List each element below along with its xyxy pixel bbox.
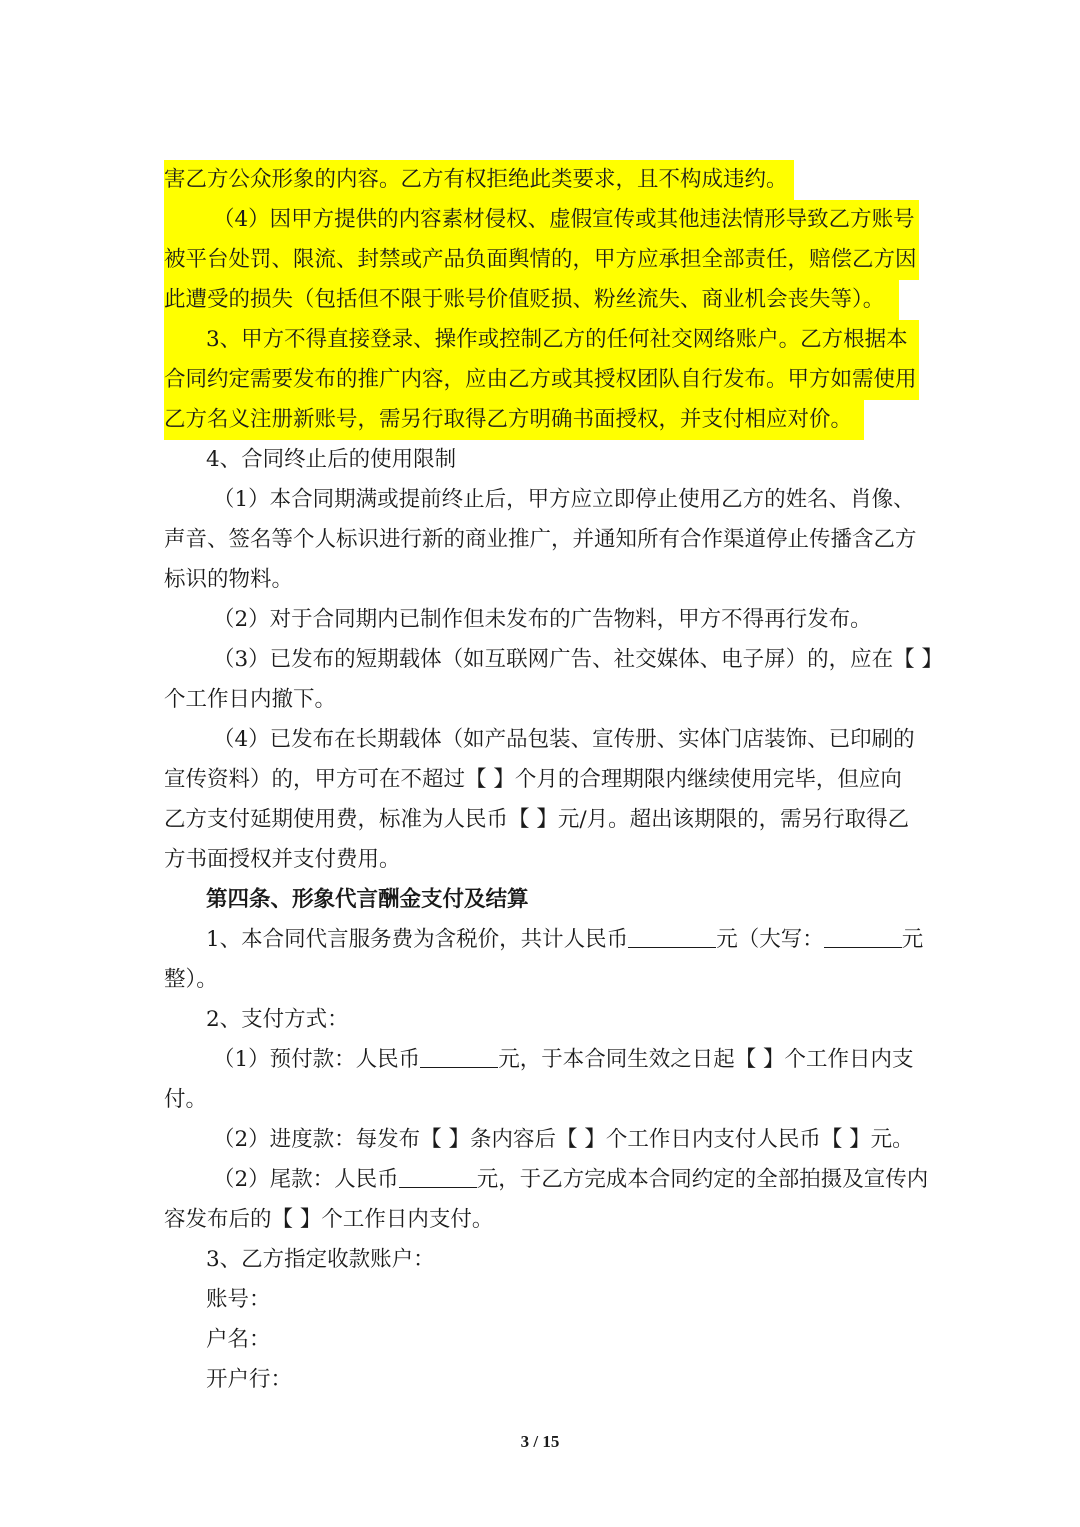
- paragraph-line: 个工作日内撤下。: [164, 687, 337, 712]
- progress-payment-line: （2）进度款：每发布【 】条内容后【 】个工作日内支付人民币【 】元。: [213, 1127, 914, 1152]
- bank-label: 开户行：: [206, 1367, 293, 1392]
- paragraph-line: 声音、签名等个人标识进行新的商业推广，并通知所有合作渠道停止传播含乙方: [164, 527, 917, 552]
- prepayment-text: （1）预付款：人民币: [213, 1047, 421, 1072]
- paragraph-line: 害乙方公众形象的内容。乙方有权拒绝此类要求，且不构成违约。: [164, 167, 788, 192]
- sub-clause-line: （3）已发布的短期载体（如互联网广告、社交媒体、电子屏）的，应在【 】: [213, 647, 944, 672]
- paragraph-line: 容发布后的【 】个工作日内支付。: [164, 1207, 494, 1232]
- article-4-heading: 第四条、形象代言酬金支付及结算: [206, 887, 529, 912]
- fee-amount-blank: [628, 925, 716, 948]
- prepayment-amount-blank: [420, 1045, 498, 1068]
- prepayment-line: [213, 1040, 916, 1080]
- fee-text: 1、本合同代言服务费为含税价，共计人民币: [206, 927, 629, 952]
- final-payment-line: [213, 1160, 929, 1200]
- sub-clause-line: （4）已发布在长期载体（如产品包装、宣传册、实体门店装饰、已印刷的: [213, 727, 915, 752]
- final-payment-amount-blank: [399, 1165, 477, 1188]
- paragraph-line: 付。: [164, 1087, 208, 1112]
- page-number: 3 / 15: [520, 1432, 560, 1451]
- paragraph-line: 乙方支付延期使用费，标准为人民币【 】元/月。超出该期限的，需另行取得乙: [164, 807, 910, 832]
- paragraph-line: 整）。: [164, 967, 218, 992]
- paragraph-line: 此遭受的损失（包括但不限于账号价值贬损、粉丝流失、商业机会丧失等）。: [164, 287, 885, 312]
- payment-method-heading: 2、支付方式：: [206, 1007, 349, 1032]
- paragraph-line: 方书面授权并支付费用。: [164, 847, 401, 872]
- prepayment-text-rest: 元，于本合同生效之日起【 】个工作日内支: [498, 1047, 914, 1072]
- sub-clause-line: （2）对于合同期内已制作但未发布的广告物料，甲方不得再行发布。: [213, 607, 872, 632]
- clause-4-4-line: （4）因甲方提供的内容素材侵权、虚假宣传或其他违法情形导致乙方账号: [213, 207, 915, 232]
- clause-4-heading: 4、合同终止后的使用限制: [206, 447, 457, 472]
- account-name-label: 户名：: [206, 1327, 271, 1352]
- fee-capital-blank: [824, 925, 902, 948]
- fee-text-capital: 元（大写：: [716, 927, 824, 952]
- paragraph-line: 合同约定需要发布的推广内容，应由乙方或其授权团队自行发布。甲方如需使用: [164, 367, 917, 392]
- paragraph-line: 乙方名义注册新账号，需另行取得乙方明确书面授权，并支付相应对价。: [164, 407, 853, 432]
- fee-unit: 元: [901, 927, 924, 952]
- final-payment-text: （2）尾款：人民币: [213, 1167, 399, 1192]
- clause-3-line: 3、甲方不得直接登录、操作或控制乙方的任何社交网络账户。乙方根据本: [206, 327, 908, 352]
- fee-line: [206, 920, 924, 960]
- sub-clause-line: （1）本合同期满或提前终止后，甲方应立即停止使用乙方的姓名、肖像、: [213, 487, 915, 512]
- account-heading: 3、乙方指定收款账户：: [206, 1247, 435, 1272]
- paragraph-line: 被平台处罚、限流、封禁或产品负面舆情的，甲方应承担全部责任，赔偿乙方因: [164, 247, 917, 272]
- account-number-label: 账号：: [206, 1287, 271, 1312]
- final-payment-text-rest: 元，于乙方完成本合同约定的全部拍摄及宣传内: [476, 1167, 929, 1192]
- paragraph-line: 标识的物料。: [164, 567, 294, 592]
- paragraph-line: 宣传资料）的，甲方可在不超过【 】个月的合理期限内继续使用完毕，但应向: [164, 767, 902, 792]
